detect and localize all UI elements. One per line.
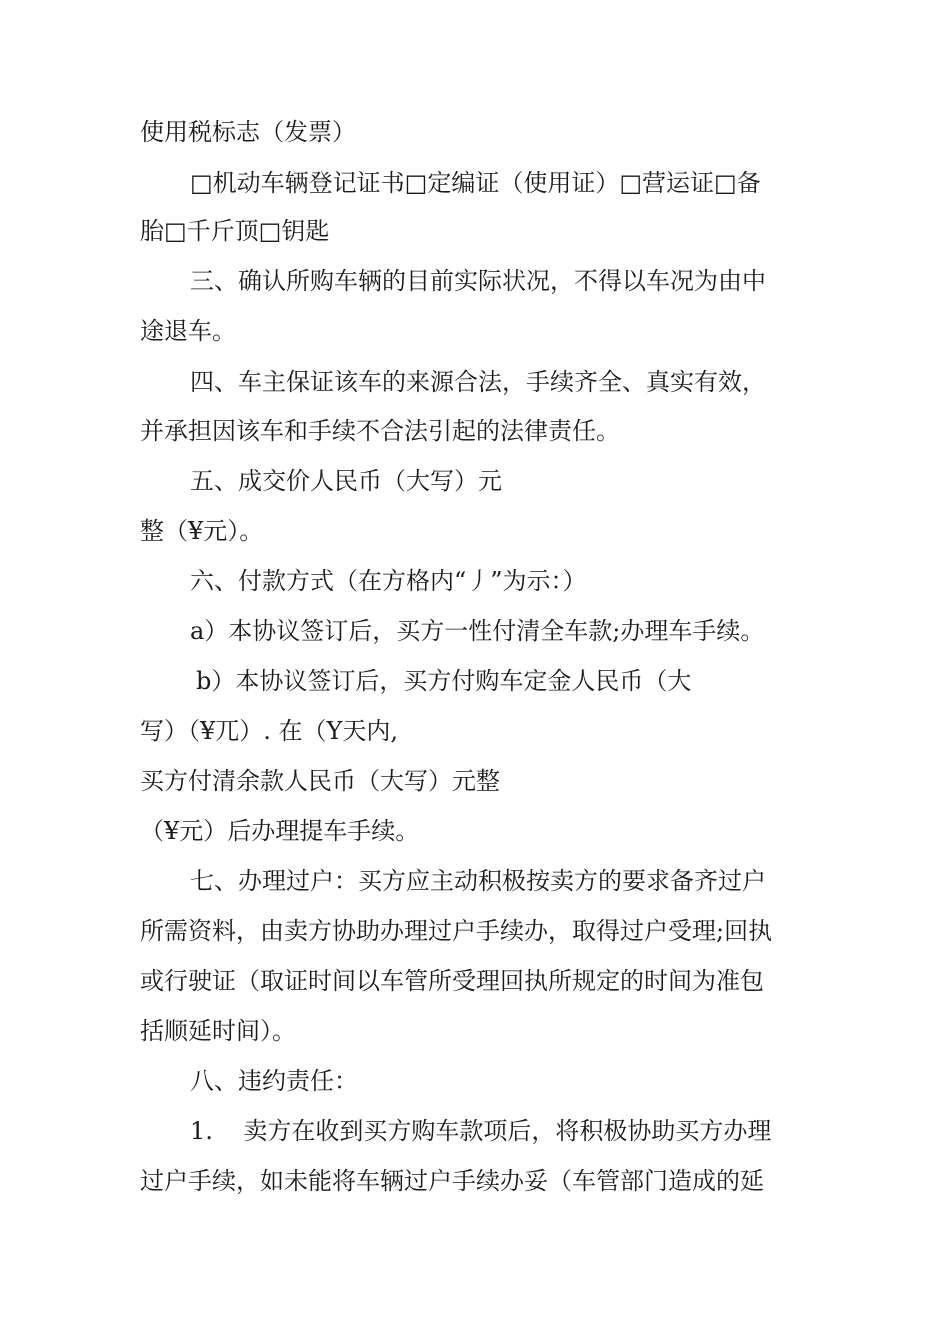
- text-line: 胎□千斤顶□钥匙: [140, 217, 330, 245]
- clause-6: 六、付款方式（在方格内“丿”为示：）: [190, 567, 587, 595]
- text-line: 所需资料，由卖方协助办理过户手续办，取得过户受理;回执: [140, 917, 773, 945]
- clause-3: 三、确认所购车辆的目前实际状况，不得以车况为由中: [190, 267, 766, 295]
- clause-4: 四、车主保证该车的来源合法，手续齐全、真实有效，: [190, 368, 766, 396]
- text-line: 或行驶证（取证时间以车管所受理回执所规定的时间为准包: [140, 967, 764, 995]
- text-line: 过户手续，如未能将车辆过户手续办妥（车管部门造成的延: [140, 1167, 764, 1195]
- payment-option-a: a）本协议签订后，买方一性付清全车款;办理车手续。: [190, 617, 765, 645]
- text-line: （¥元）后办理提车手续。: [140, 817, 420, 845]
- payment-option-b: b）本协议签订后，买方付购车定金人民币（大: [196, 667, 692, 695]
- text-line: 途退车。: [140, 317, 236, 345]
- text-line: 买方付清余款人民币（大写）元整: [140, 767, 500, 795]
- text-line: 整（¥元）。: [140, 517, 264, 545]
- text-line: 并承担因该车和手续不合法引起的法律责任。: [140, 417, 620, 445]
- clause-5: 五、成交价人民币（大写）元: [190, 467, 502, 495]
- clause-7: 七、办理过户：买方应主动积极按卖方的要求备齐过户: [190, 867, 766, 895]
- text-line-checkboxes: □机动车辆登记证书□定编证（使用证）□营运证□备: [190, 169, 761, 197]
- clause-8-item-1: 1. 卖方在收到买方购车款项后，将积极协助买方办理: [190, 1117, 772, 1145]
- text-line: 使用税标志（发票）: [140, 118, 356, 146]
- clause-8: 八、违约责任：: [190, 1067, 358, 1095]
- text-line: 写）（¥兀）. 在（Y天内,: [140, 717, 398, 745]
- text-line: 括顺延时间）。: [140, 1017, 296, 1045]
